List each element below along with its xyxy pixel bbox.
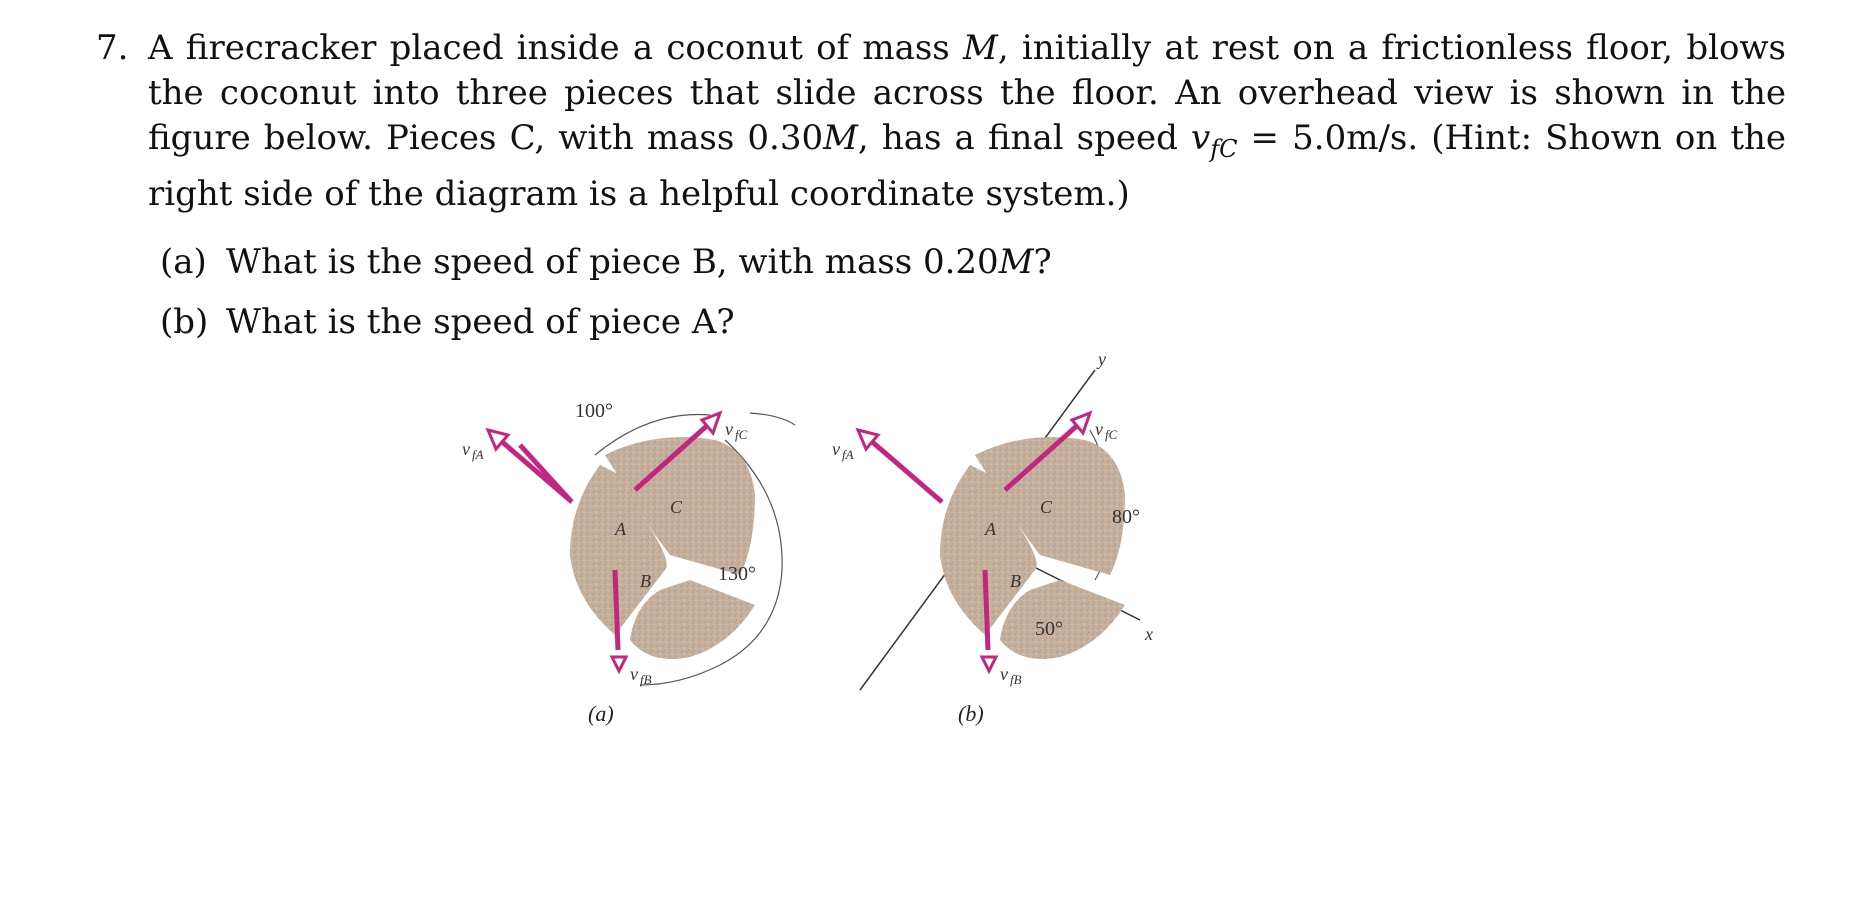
piece-b-label-b: B [1010,571,1021,591]
vfb-v-b: v [1000,664,1008,684]
vfb-label-b [1000,664,1022,687]
problem-text-3: , has a final speed [857,118,1191,158]
mass-symbol-2: M [823,118,858,158]
angle-130-label: 130° [718,563,756,585]
part-b-label: (b) [160,302,209,342]
part-a [160,240,1052,285]
arrow-vfa-a-shaft [500,440,572,502]
angle-100-label: 100° [575,400,613,422]
arrow-vfb-b-shaft [985,570,988,650]
piece-b-label-a: B [640,571,651,591]
caption-a: (a) [588,701,614,726]
question-parts [160,240,1052,360]
vfc-symbol: v [1191,118,1211,158]
arrow-vfb-a-shaft [615,570,618,650]
part-b [160,300,1052,345]
arrow-vfb-b-head [982,657,996,671]
axis-y-label: y [1098,349,1106,369]
vfa-label-a [462,439,484,462]
part-a-text [226,240,1052,285]
axis-x-label: x [1145,624,1153,644]
part-b-text: What is the speed of piece A? [226,302,735,342]
problem-text-2: , initially at rest on a frictionless floor, blows the coconut into three pieces that slide across the floor. An overhead view is shown in the figure below. Pieces C, with mass 0.30 [148,28,1786,158]
problem-text-1: A firecracker placed inside a coconut of mass [148,28,963,68]
problem-text [148,26,1786,217]
vfa-label-b [832,439,854,462]
part-a-end: ? [1033,242,1052,282]
piece-a-label-a: A [615,519,626,539]
arc-100-a-right [750,413,795,425]
arrow-vfb-a-head [612,657,626,671]
part-a-label: (a) [160,242,207,282]
problem-text-4: = 5.0m/s. (Hint: Shown on the right side of the diagram is a helpful coordinate system.) [148,118,1787,214]
coconut-figure [462,349,1380,885]
arc-130-a-tail [640,665,720,685]
vfb-sub-b: fB [1010,672,1022,687]
piece-a-label-b: A [985,519,996,539]
problem-statement [96,26,1786,217]
vfb-sub-a: fB [640,672,652,687]
mass-symbol: M [962,28,998,68]
arrow-vfa-b-shaft [870,440,942,502]
angle-80-label: 80° [1112,506,1140,528]
piece-c-label-a: C [670,497,683,517]
vfa-v-a: v [462,439,470,459]
angle-50-label: 50° [1035,618,1063,640]
vfb-v-a: v [630,664,638,684]
piece-b-shape [630,580,755,659]
vfc-v-b: v [1095,419,1103,439]
vfc-sub-a: fC [735,427,748,442]
vfc-label-a [725,419,748,442]
part-a-question: What is the speed of piece B, with mass 0.20 [226,242,999,282]
vfb-label-a [630,664,652,687]
vfa-sub-b: fA [842,447,854,462]
vfa-sub-a: fA [472,447,484,462]
vfa-v-b: v [832,439,840,459]
panel-a [462,400,795,726]
vfc-v-a: v [725,419,733,439]
problem-number: 7. [96,28,129,68]
vfc-label-b [1095,419,1118,442]
piece-c-label-b: C [1040,497,1053,517]
vfc-sub-b: fC [1105,427,1118,442]
part-a-math: M [998,242,1034,282]
panel-b [832,349,1153,726]
caption-b: (b) [958,701,984,726]
vfc-subscript: fC [1210,134,1238,163]
